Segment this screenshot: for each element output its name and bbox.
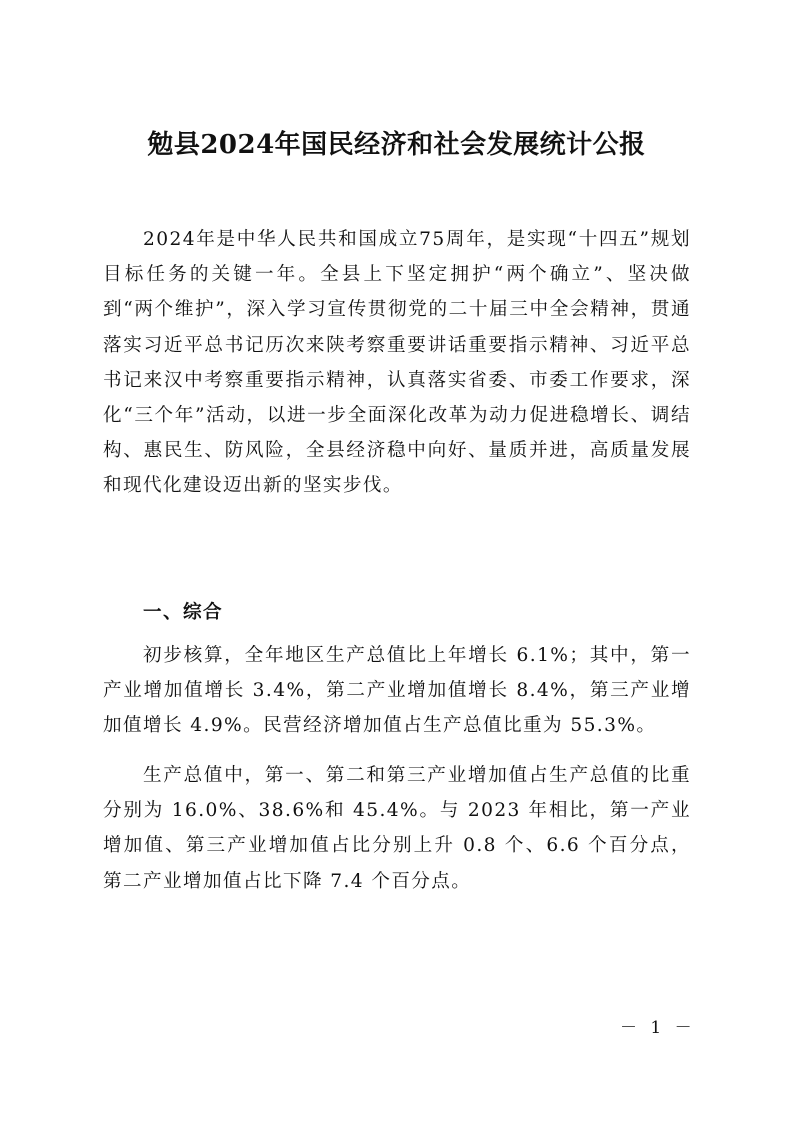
gdp-growth-paragraph: 初步核算，全年地区生产总值比上年增长 6.1%；其中，第一产业增加值增长 3.4%，第二产业增加值增长 8.4%，第三产业增加值增长 4.9%。民营经济增加值占生产总值比重为 55.3%。 — [103, 645, 691, 737]
report-title: 勉县2024年国民经济和社会发展统计公报 — [147, 130, 646, 160]
page-number: － 1 － — [620, 1018, 696, 1038]
section-heading-general: 一、综合 — [143, 602, 223, 623]
industry-structure-paragraph: 生产总值中，第一、第二和第三产业增加值占生产总值的比重分别为 16.0%、38.6%和 45.4%。与 2023 年相比，第一产业增加值、第三产业增加值占比分别上升 0.8 个、6.6 个百分点，第二产业增加值占比下降 7.4 个百分点。 — [103, 765, 691, 892]
intro-paragraph: 2024年是中华人民共和国成立75周年，是实现“十四五”规划目标任务的关键一年。全县上下坚定拥护“两个确立”、坚决做到“两个维护”，深入学习宣传贯彻党的二十届三中全会精神，贯通落实习近平总书记历次来陕考察重要讲话重要指示精神、习近平总书记来汉中考察重要指示精神，认真落实省委、市委工作要求，深化“三个年”活动，以进一步全面深化改革为动力促进稳增长、调结构、惠民生、防风险，全县经济稳中向好、量质并进，高质量发展和现代化建设迈出新的坚实步伐。 — [103, 229, 691, 497]
